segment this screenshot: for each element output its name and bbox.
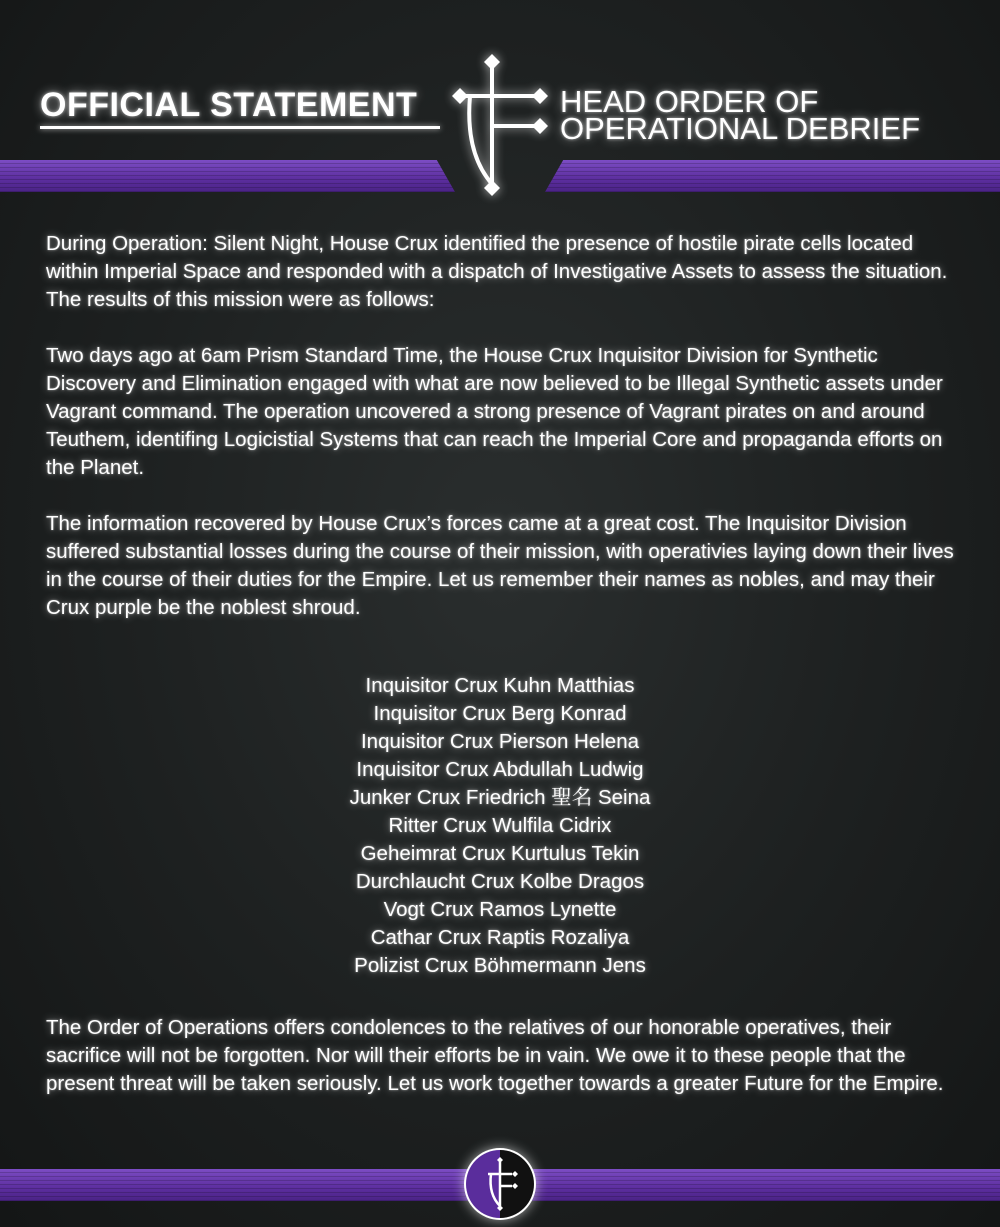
header-band-left [0,160,455,192]
header-band-right [545,160,1000,192]
official-statement-title: OFFICIAL STATEMENT [40,86,418,124]
head-order-title [560,84,980,146]
title-underline [40,126,440,129]
fallen-name: Geheimrat Crux Kurtulus Tekin [360,842,640,865]
fallen-name: Inquisitor Crux Abdullah Ludwig [356,758,644,781]
closing-paragraph: The Order of Operations offers condolences to the relatives of our honorable operatives, their sacrifice will not be forgotten. Nor will their efforts be in vain. We owe it to these people that the present threat will be taken seriously. Let us work together towards a greater Future for the Empire. [46,1016,944,1095]
head-order-line1: HEAD ORDER OF [560,84,819,119]
report-paragraph: Two days ago at 6am Prism Standard Time, the House Crux Inquisitor Division for Synthetic Discovery and Elimination engaged with what are now believed to be Illegal Synthetic assets under Vagrant command. The operation uncovered a strong presence of Vagrant pirates on and around Teuthem, identifing Logicistial Systems that can reach the Imperial Core and propaganda efforts on the Planet. [46,344,943,479]
fallen-names-list [200,672,800,980]
head-order-line2: OPERATIONAL DEBRIEF [560,111,921,146]
fallen-name: Ritter Crux Wulfila Cidrix [388,814,612,837]
fallen-name: Vogt Crux Ramos Lynette [383,898,617,921]
fallen-name: Cathar Crux Raptis Rozaliya [370,926,630,949]
fallen-name: Durchlaucht Crux Kolbe Dragos [355,870,645,893]
fallen-name: Inquisitor Crux Berg Konrad [373,702,627,725]
fallen-name: Junker Crux Friedrich 聖名 Seina [349,786,651,809]
fallen-name: Inquisitor Crux Pierson Helena [360,730,640,753]
crux-cross-icon [452,52,548,200]
losses-paragraph: The information recovered by House Crux’s forces came at a great cost. The Inquisitor Division suffered substantial losses during the course of their mission, with operativies laying down their lives in the course of their duties for the Empire. Let us remember their names as nobles, and may their Crux purple be the noblest shroud. [46,512,954,619]
house-crux-seal-icon [462,1146,538,1222]
fallen-name: Inquisitor Crux Kuhn Matthias [365,674,635,697]
fallen-name: Polizist Crux Böhmermann Jens [354,954,646,977]
intro-paragraph: During Operation: Silent Night, House Crux identified the presence of hostile pirate cells located within Imperial Space and responded with a dispatch of Investigative Assets to assess the situation. The results of this mission were as follows: [46,232,948,311]
